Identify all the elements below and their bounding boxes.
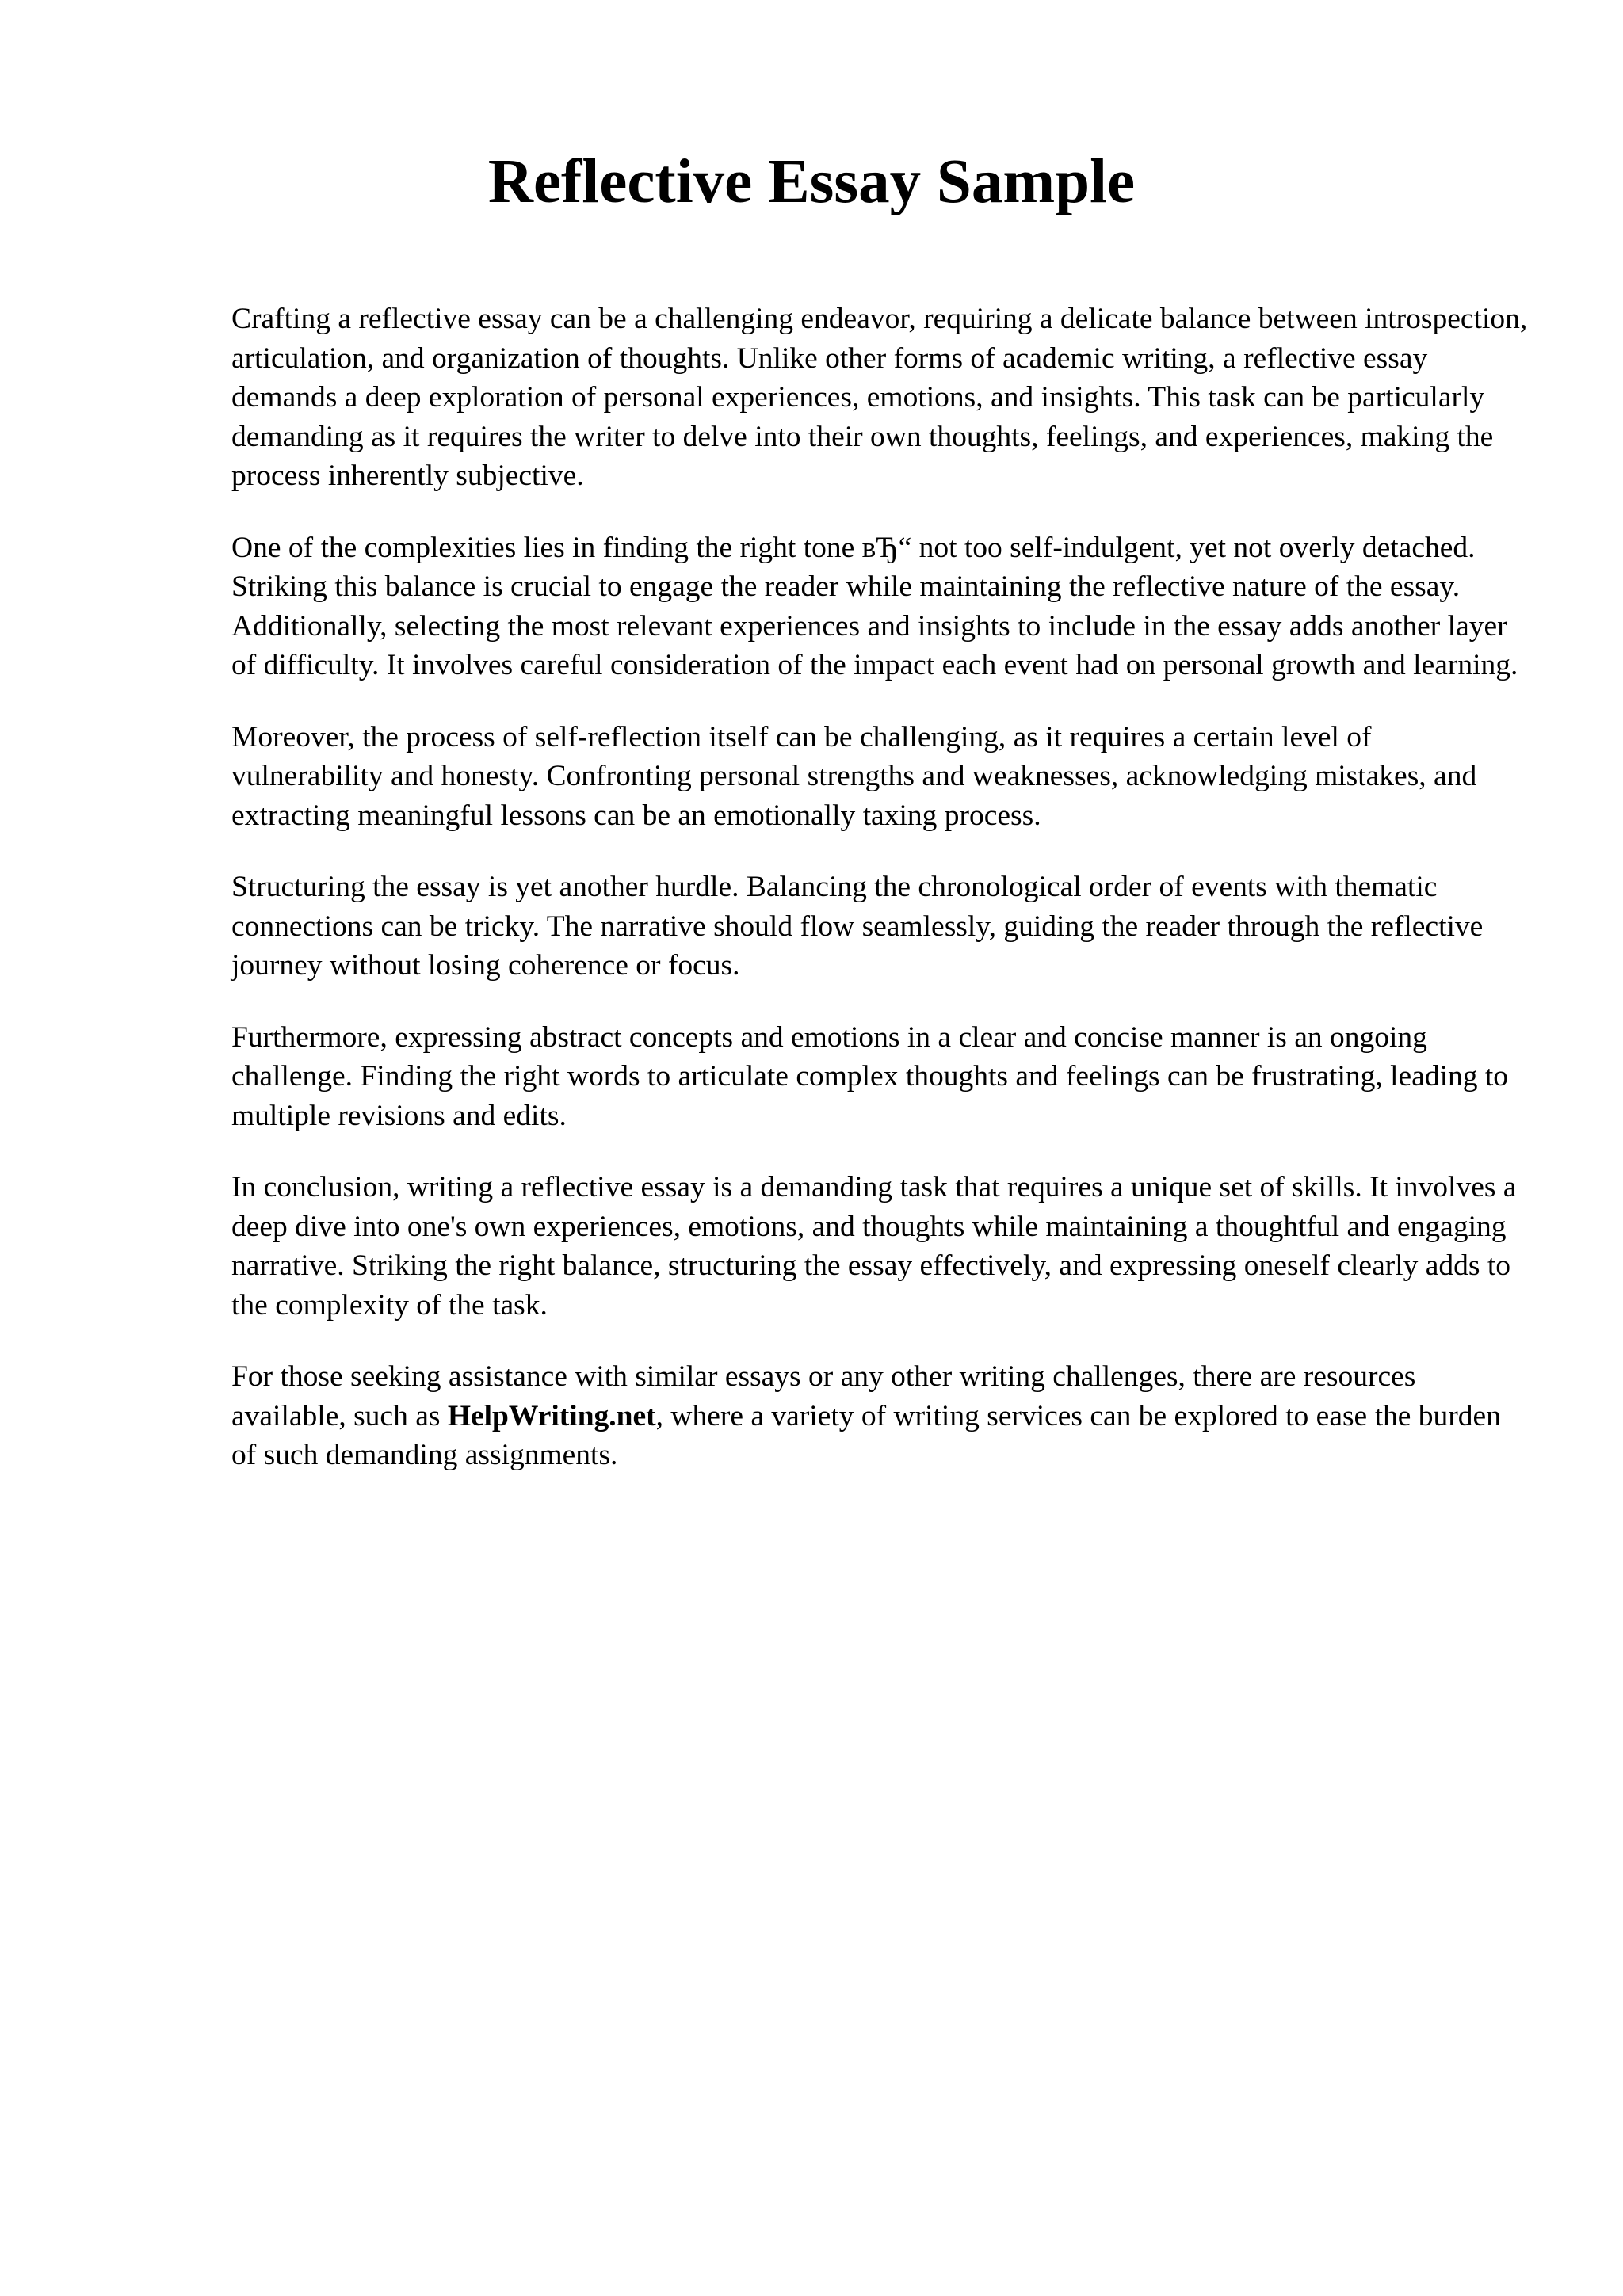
paragraph-conclusion: In conclusion, writing a reflective essay is a demanding task that requires a unique set of skills. It involves a deep dive into one's own experiences, emotions, and thoughts while maintaining a thoughtful and engaging narrative. Striking the right balance, structuring the essay effectively, and expressing oneself clearly adds to the complexity of the task. — [231, 1171, 1517, 1322]
helpwriting-link[interactable]: HelpWriting.net — [447, 1399, 656, 1432]
essay-body — [231, 299, 1528, 1475]
paragraph-expression: Furthermore, expressing abstract concepts and emotions in a clear and concise manner is an ongoing challenge. Finding the right words to articulate complex thoughts and feelings can be frustrating, leading to multiple revisions and edits. — [231, 1020, 1509, 1132]
paragraph-intro: Crafting a reflective essay can be a challenging endeavor, requiring a delicate balance between introspection, articulation, and organization of thoughts. Unlike other forms of academic writing, a reflective essay demands a deep exploration of personal experiences, emotions, and insights. This task can be particularly demanding as it requires the writer to delve into their own thoughts, feelings, and experiences, making the process inherently subjective. — [231, 303, 1528, 492]
paragraph-resources — [231, 1357, 1528, 1475]
paragraph-tone: One of the complexities lies in finding the right tone вЂ“ not too self-indulgent, yet not overly detached. Striking this balance is crucial to engage the reader while maintaining the reflective nature of the essay. Additionally, selecting the most relevant experiences and insights to include in the essay adds another layer of difficulty. It involves careful consideration of the impact each event had on personal growth and learning. — [231, 531, 1518, 681]
paragraph-structure: Structuring the essay is yet another hurdle. Balancing the chronological order of events with thematic connections can be tricky. The narrative should flow seamlessly, guiding the reader through the reflective journey without losing coherence or focus. — [231, 871, 1484, 982]
resources-text-after-link: , where a variety of writing services can be explored to ease the burden of such demanding assignments. — [231, 1399, 1501, 1471]
page-title: Reflective Essay Sample — [487, 147, 1136, 216]
resources-text-before-link: For those seeking assistance with similar essays or any other writing challenges, there are resources available, such as — [231, 1360, 1416, 1432]
paragraph-self-reflection: Moreover, the process of self-reflection itself can be challenging, as it requires a certain level of vulnerability and honesty. Confronting personal strengths and weaknesses, acknowledging mistakes, and extracting meaningful lessons can be an emotionally taxing process. — [231, 720, 1477, 832]
